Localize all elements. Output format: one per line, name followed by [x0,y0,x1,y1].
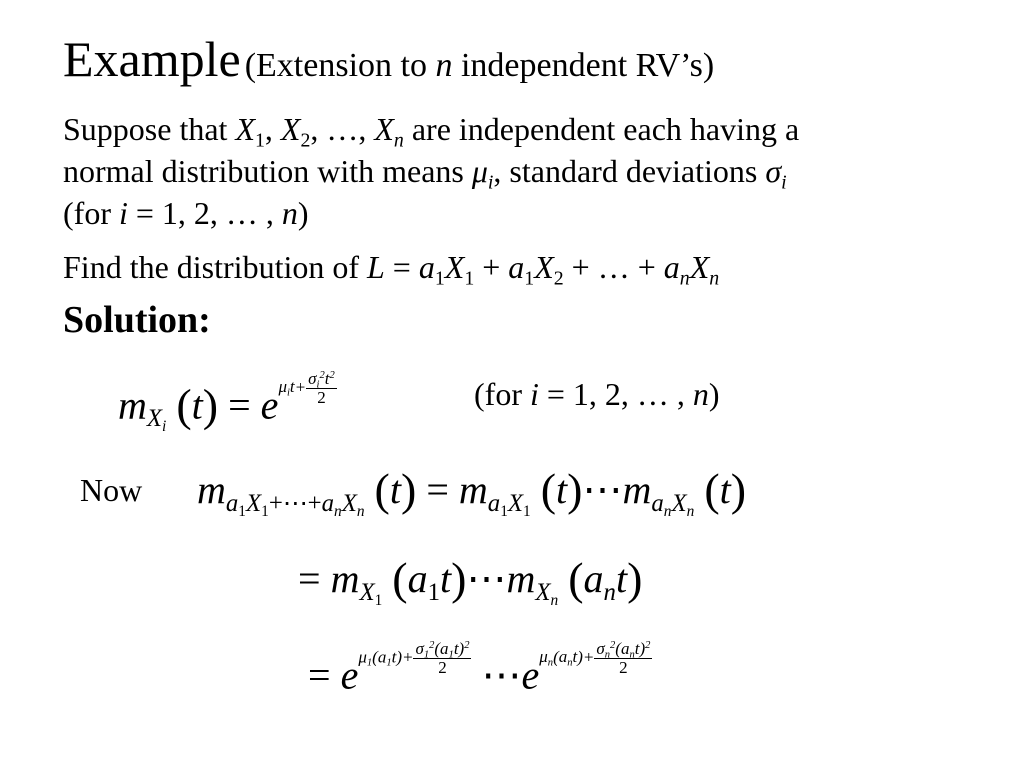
title-main: Example [63,31,241,87]
slide-title [63,30,714,88]
mgf-scaled-equation: = $m_{X_1}$ $(a_1t)\cdots m_{X_n}$ $(a_nt)$ [298,553,643,609]
mgf-equation: $m_{X_i}$ $(t) = e\mu_it+$ $\frac{\sigma_i^2t^2}{2}$ [118,369,335,436]
statement-line-1: Suppose that $X_1$, $X_2$, …, $X_n$ are independent each having a [63,111,800,152]
mgf-condition-note: (for i = 1, 2, … , n) [474,376,720,412]
problem-statement [63,108,799,234]
statement-line-3: (for i = 1, 2, … , n) [63,195,309,231]
now-label: Now [80,472,143,508]
solution-heading: Solution: [63,299,211,341]
title-subtitle: (Extension to n independent RV’s) [244,47,715,84]
mgf-product-equation: $m_{a_1X_1+\cdots+a_nX_n}$ $(t) = m_{a_1X_1}$ $(t)\cdots m_{a_nX_n}$ (t) [197,464,747,520]
statement-line-2: normal distribution with means $\mu_i$, standard deviations $\sigma_i$ [63,153,787,194]
find-statement: Find the distribution of $L = a_1X_1 + a_1X_2$ + … + $a_nX_n$ [63,249,720,290]
mgf-exponential-equation: = $e\mu_1(a_1t)+$ $\frac{\sigma_1^2(a_1t)^2}{2}$ $\cdots e\mu_n(a_nt)+$ $\frac{\sigma_n^2(a_nt)^2}{2}$ [308,639,651,698]
